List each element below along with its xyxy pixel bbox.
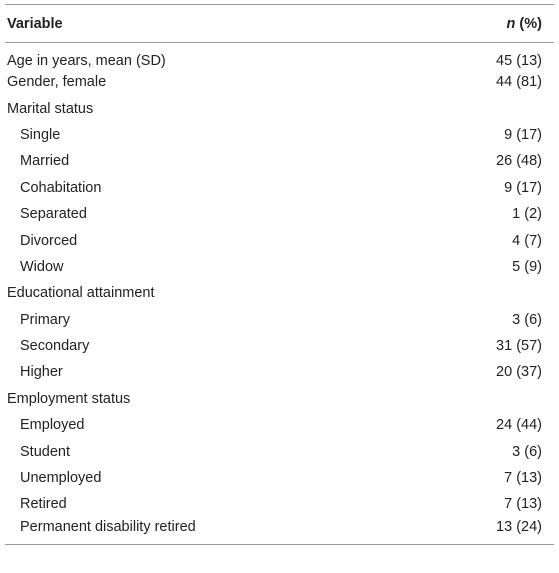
row-label: Divorced bbox=[20, 232, 78, 249]
table-row bbox=[5, 43, 554, 70]
table-row bbox=[5, 280, 554, 306]
demographics-table bbox=[5, 4, 554, 545]
table-row bbox=[5, 254, 554, 280]
row-value: 7 (13) bbox=[504, 496, 542, 513]
header-n-percent bbox=[423, 5, 554, 43]
row-value bbox=[423, 95, 554, 121]
row-value: 31 (57) bbox=[496, 338, 542, 355]
table-body bbox=[5, 43, 554, 545]
table-row bbox=[5, 122, 554, 148]
table-row bbox=[5, 518, 554, 544]
row-value: 3 (6) bbox=[512, 443, 542, 460]
row-label: Widow bbox=[20, 258, 64, 275]
row-label: Employed bbox=[20, 417, 85, 434]
row-value: 4 (7) bbox=[512, 232, 542, 249]
row-value bbox=[423, 386, 554, 412]
row-label: Higher bbox=[20, 364, 63, 381]
table-row bbox=[5, 69, 554, 95]
row-label: Gender, female bbox=[7, 74, 107, 91]
table-row bbox=[5, 465, 554, 491]
table-row bbox=[5, 175, 554, 201]
table-row bbox=[5, 148, 554, 174]
header-n-symbol: n bbox=[506, 15, 516, 32]
row-value: 9 (17) bbox=[504, 179, 542, 196]
row-label: Marital status bbox=[7, 100, 94, 117]
row-value: 9 (17) bbox=[504, 126, 542, 143]
row-label: Retired bbox=[20, 496, 67, 513]
table-row bbox=[5, 95, 554, 121]
row-value: 24 (44) bbox=[496, 417, 542, 434]
row-label: Secondary bbox=[20, 338, 90, 355]
header-percent-label: (%) bbox=[515, 15, 542, 32]
row-label: Cohabitation bbox=[20, 179, 102, 196]
row-value: 45 (13) bbox=[496, 53, 542, 69]
table-row bbox=[5, 412, 554, 438]
row-label: Unemployed bbox=[20, 470, 102, 487]
table-row bbox=[5, 491, 554, 517]
header-variable: Variable bbox=[7, 15, 63, 32]
table-row bbox=[5, 438, 554, 464]
table-row bbox=[5, 307, 554, 333]
demographics-table-container bbox=[0, 4, 559, 573]
row-value: 44 (81) bbox=[496, 74, 542, 91]
row-label: Permanent disability retired bbox=[20, 518, 196, 535]
row-label: Employment status bbox=[7, 390, 131, 407]
row-value: 1 (2) bbox=[512, 206, 542, 223]
header-row bbox=[5, 5, 554, 43]
table-row bbox=[5, 333, 554, 359]
row-label: Educational attainment bbox=[7, 285, 155, 302]
table-row bbox=[5, 227, 554, 253]
row-label: Primary bbox=[20, 311, 70, 328]
row-value: 5 (9) bbox=[512, 258, 542, 275]
table-row bbox=[5, 201, 554, 227]
row-value: 20 (37) bbox=[496, 364, 542, 381]
row-label: Single bbox=[20, 126, 61, 143]
row-value: 3 (6) bbox=[512, 311, 542, 328]
table-header bbox=[5, 5, 554, 43]
row-value: 7 (13) bbox=[504, 470, 542, 487]
row-label: Student bbox=[20, 443, 70, 460]
row-label: Separated bbox=[20, 206, 87, 223]
table-row bbox=[5, 386, 554, 412]
row-value: 26 (48) bbox=[496, 153, 542, 170]
table-row bbox=[5, 359, 554, 385]
row-label: Married bbox=[20, 153, 70, 170]
row-value bbox=[423, 280, 554, 306]
row-label: Age in years, mean (SD) bbox=[7, 53, 166, 69]
row-value: 13 (24) bbox=[496, 518, 542, 535]
